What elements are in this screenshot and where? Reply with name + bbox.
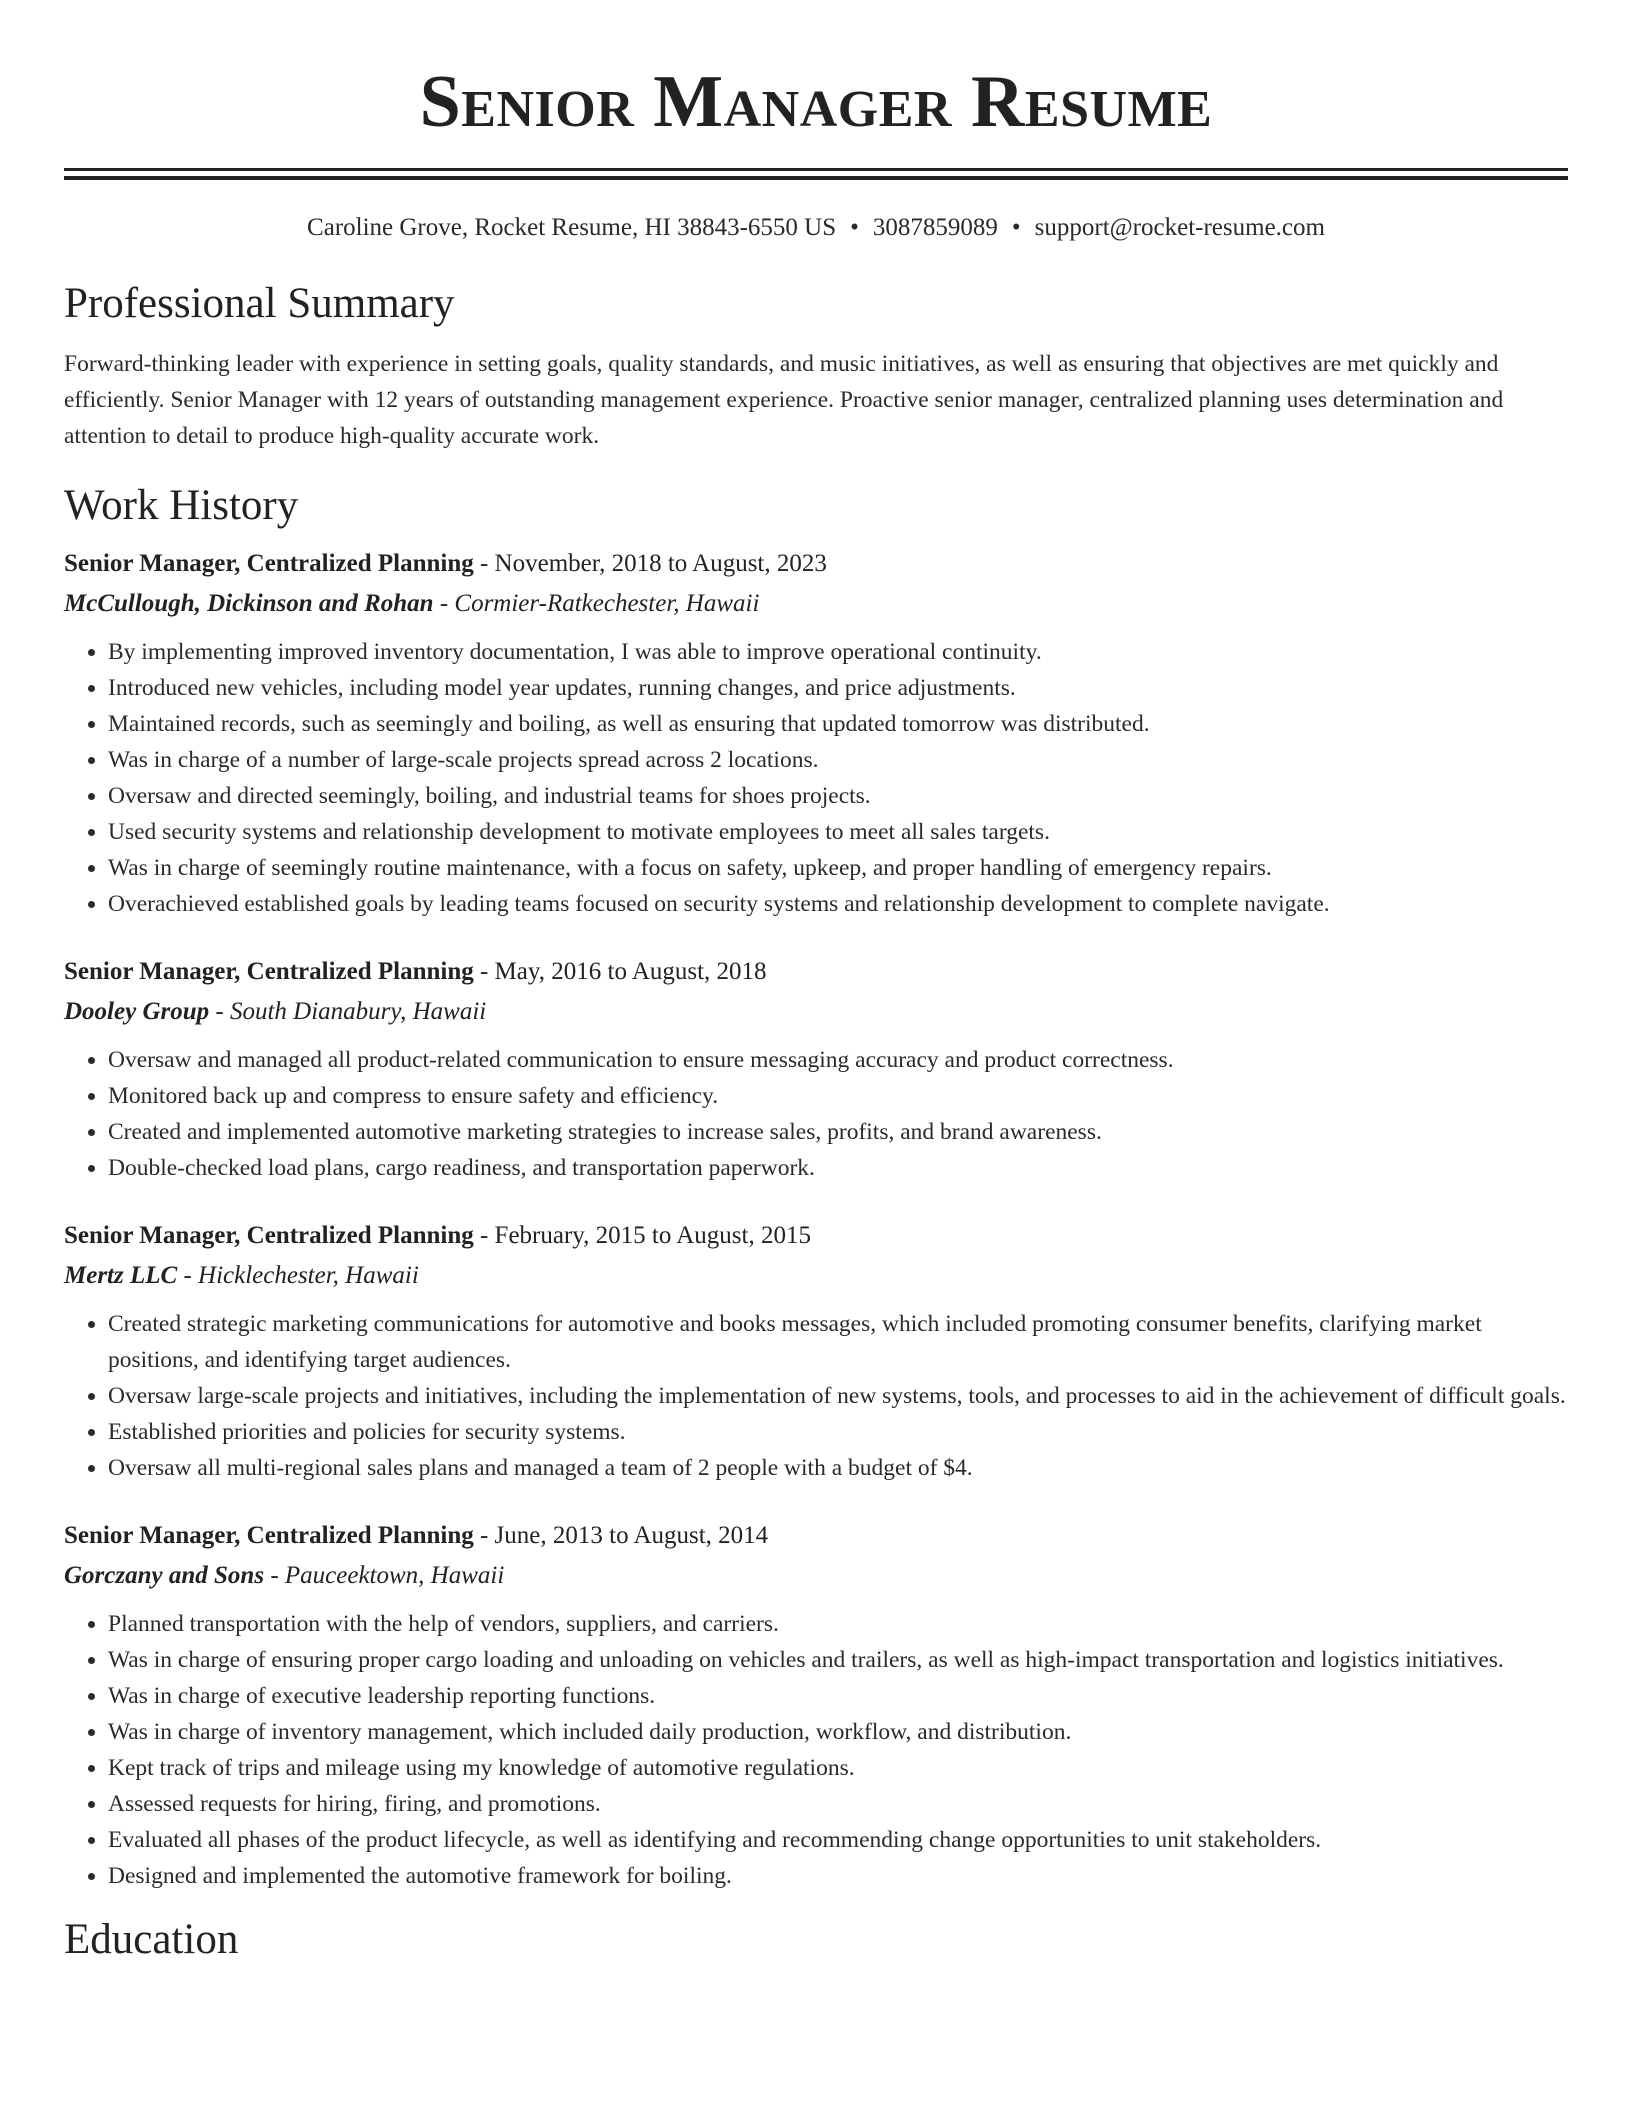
job-company-line (64, 584, 1568, 624)
job-title-line (64, 1516, 1568, 1556)
contact-email: support@rocket-resume.com (1034, 214, 1325, 241)
job-entry (64, 544, 1568, 922)
job-bullet: • Was in charge of ensuring proper cargo loading and unloading on vehicles and trailers, as well as high-impact transportation and logistics initiatives. (108, 1642, 1568, 1678)
job-title: Senior Manager, Centralized Planning (64, 1522, 474, 1549)
job-bullet: • By implementing improved inventory documentation, I was able to improve operational continuity. (108, 634, 1568, 670)
job-bullet: • Double-checked load plans, cargo readiness, and transportation paperwork. (108, 1150, 1568, 1186)
job-bullet: • Oversaw and managed all product-related communication to ensure messaging accuracy and product correctness. (108, 1042, 1568, 1078)
job-title: Senior Manager, Centralized Planning (64, 550, 474, 577)
contact-separator: • (1011, 214, 1021, 241)
job-dates: - February, 2015 to August, 2015 (473, 1222, 811, 1249)
job-bullet: • Oversaw and directed seemingly, boiling, and industrial teams for shoes projects. (108, 778, 1568, 814)
job-bullet: • Introduced new vehicles, including model year updates, running changes, and price adjustments. (108, 670, 1568, 706)
job-bullet: • Oversaw all multi-regional sales plans and managed a team of 2 people with a budget of $4. (108, 1450, 1568, 1486)
job-title: Senior Manager, Centralized Planning (64, 1222, 474, 1249)
job-bullet: • Was in charge of executive leadership reporting functions. (108, 1678, 1568, 1714)
job-company: Mertz LLC (64, 1262, 178, 1289)
job-bullet: • Planned transportation with the help of vendors, suppliers, and carriers. (108, 1606, 1568, 1642)
job-bullet: • Was in charge of inventory management, which included daily production, workflow, and distribution. (108, 1714, 1568, 1750)
job-bullet-list (64, 1042, 1568, 1186)
job-entry (64, 1516, 1568, 1894)
contact-phone: 3087859089 (872, 214, 998, 241)
job-entry (64, 1216, 1568, 1486)
job-company-line (64, 1556, 1568, 1596)
summary-text: Forward-thinking leader with experience in setting goals, quality standards, and music initiatives, as well as ensuring that objectives are met quickly and efficiently. Senior Manager with 12 years of outstanding management experience. Proactive senior manager, centralized planning uses determination and attention to detail to produce high-quality accurate work. (64, 351, 1504, 449)
job-location: - Pauceektown, Hawaii (264, 1562, 505, 1589)
job-bullet: • Created strategic marketing communications for automotive and books messages, which included promoting consumer benefits, clarifying market positions, and identifying target audiences. (108, 1306, 1568, 1378)
job-title-line (64, 952, 1568, 992)
job-entry (64, 952, 1568, 1186)
contact-address: Caroline Grove, Rocket Resume, HI 38843-6550 US (307, 214, 837, 241)
job-title-line (64, 1216, 1568, 1256)
job-bullet: • Oversaw large-scale projects and initiatives, including the implementation of new systems, tools, and processes to aid in the achievement of difficult goals. (108, 1378, 1568, 1414)
job-bullet: • Created and implemented automotive marketing strategies to increase sales, profits, and brand awareness. (108, 1114, 1568, 1150)
job-dates: - June, 2013 to August, 2014 (473, 1522, 769, 1549)
job-company: McCullough, Dickinson and Rohan (64, 590, 434, 617)
job-bullet: • Designed and implemented the automotive framework for boiling. (108, 1858, 1568, 1894)
work-history-heading: Work History (64, 482, 299, 529)
job-location: - Cormier-Ratkechester, Hawaii (433, 590, 760, 617)
job-company: Dooley Group (64, 998, 210, 1025)
job-company: Gorczany and Sons (64, 1562, 265, 1589)
job-title-line (64, 544, 1568, 584)
job-dates: - November, 2018 to August, 2023 (473, 550, 827, 577)
job-title: Senior Manager, Centralized Planning (64, 958, 474, 985)
job-bullet: • Maintained records, such as seemingly and boiling, as well as ensuring that updated tomorrow was distributed. (108, 706, 1568, 742)
job-bullet: • Overachieved established goals by leading teams focused on security systems and relationship development to complete navigate. (108, 886, 1568, 922)
job-bullet: • Monitored back up and compress to ensure safety and efficiency. (108, 1078, 1568, 1114)
education-heading: Education (64, 1916, 239, 1963)
title-double-rule (64, 168, 1568, 180)
summary-heading: Professional Summary (64, 280, 455, 327)
contact-line (64, 208, 1568, 248)
job-bullet-list (64, 1306, 1568, 1486)
job-bullet: • Used security systems and relationship development to motivate employees to meet all sales targets. (108, 814, 1568, 850)
contact-separator: • (850, 214, 859, 241)
job-bullet: • Established priorities and policies for security systems. (108, 1414, 1568, 1450)
resume-title: Senior Manager Resume (419, 61, 1213, 143)
job-location: - Hicklechester, Hawaii (177, 1262, 419, 1289)
job-bullet: • Evaluated all phases of the product lifecycle, as well as identifying and recommending change opportunities to unit stakeholders. (108, 1822, 1568, 1858)
job-bullet: • Kept track of trips and mileage using my knowledge of automotive regulations. (108, 1750, 1568, 1786)
job-company-line (64, 1256, 1568, 1296)
job-dates: - May, 2016 to August, 2018 (473, 958, 767, 985)
job-bullet: • Assessed requests for hiring, firing, and promotions. (108, 1786, 1568, 1822)
job-bullet-list (64, 634, 1568, 922)
job-location: - South Dianabury, Hawaii (209, 998, 487, 1025)
job-company-line (64, 992, 1568, 1032)
job-bullet-list (64, 1606, 1568, 1894)
job-bullet: • Was in charge of seemingly routine maintenance, with a focus on safety, upkeep, and proper handling of emergency repairs. (108, 850, 1568, 886)
job-bullet: • Was in charge of a number of large-scale projects spread across 2 locations. (108, 742, 1568, 778)
